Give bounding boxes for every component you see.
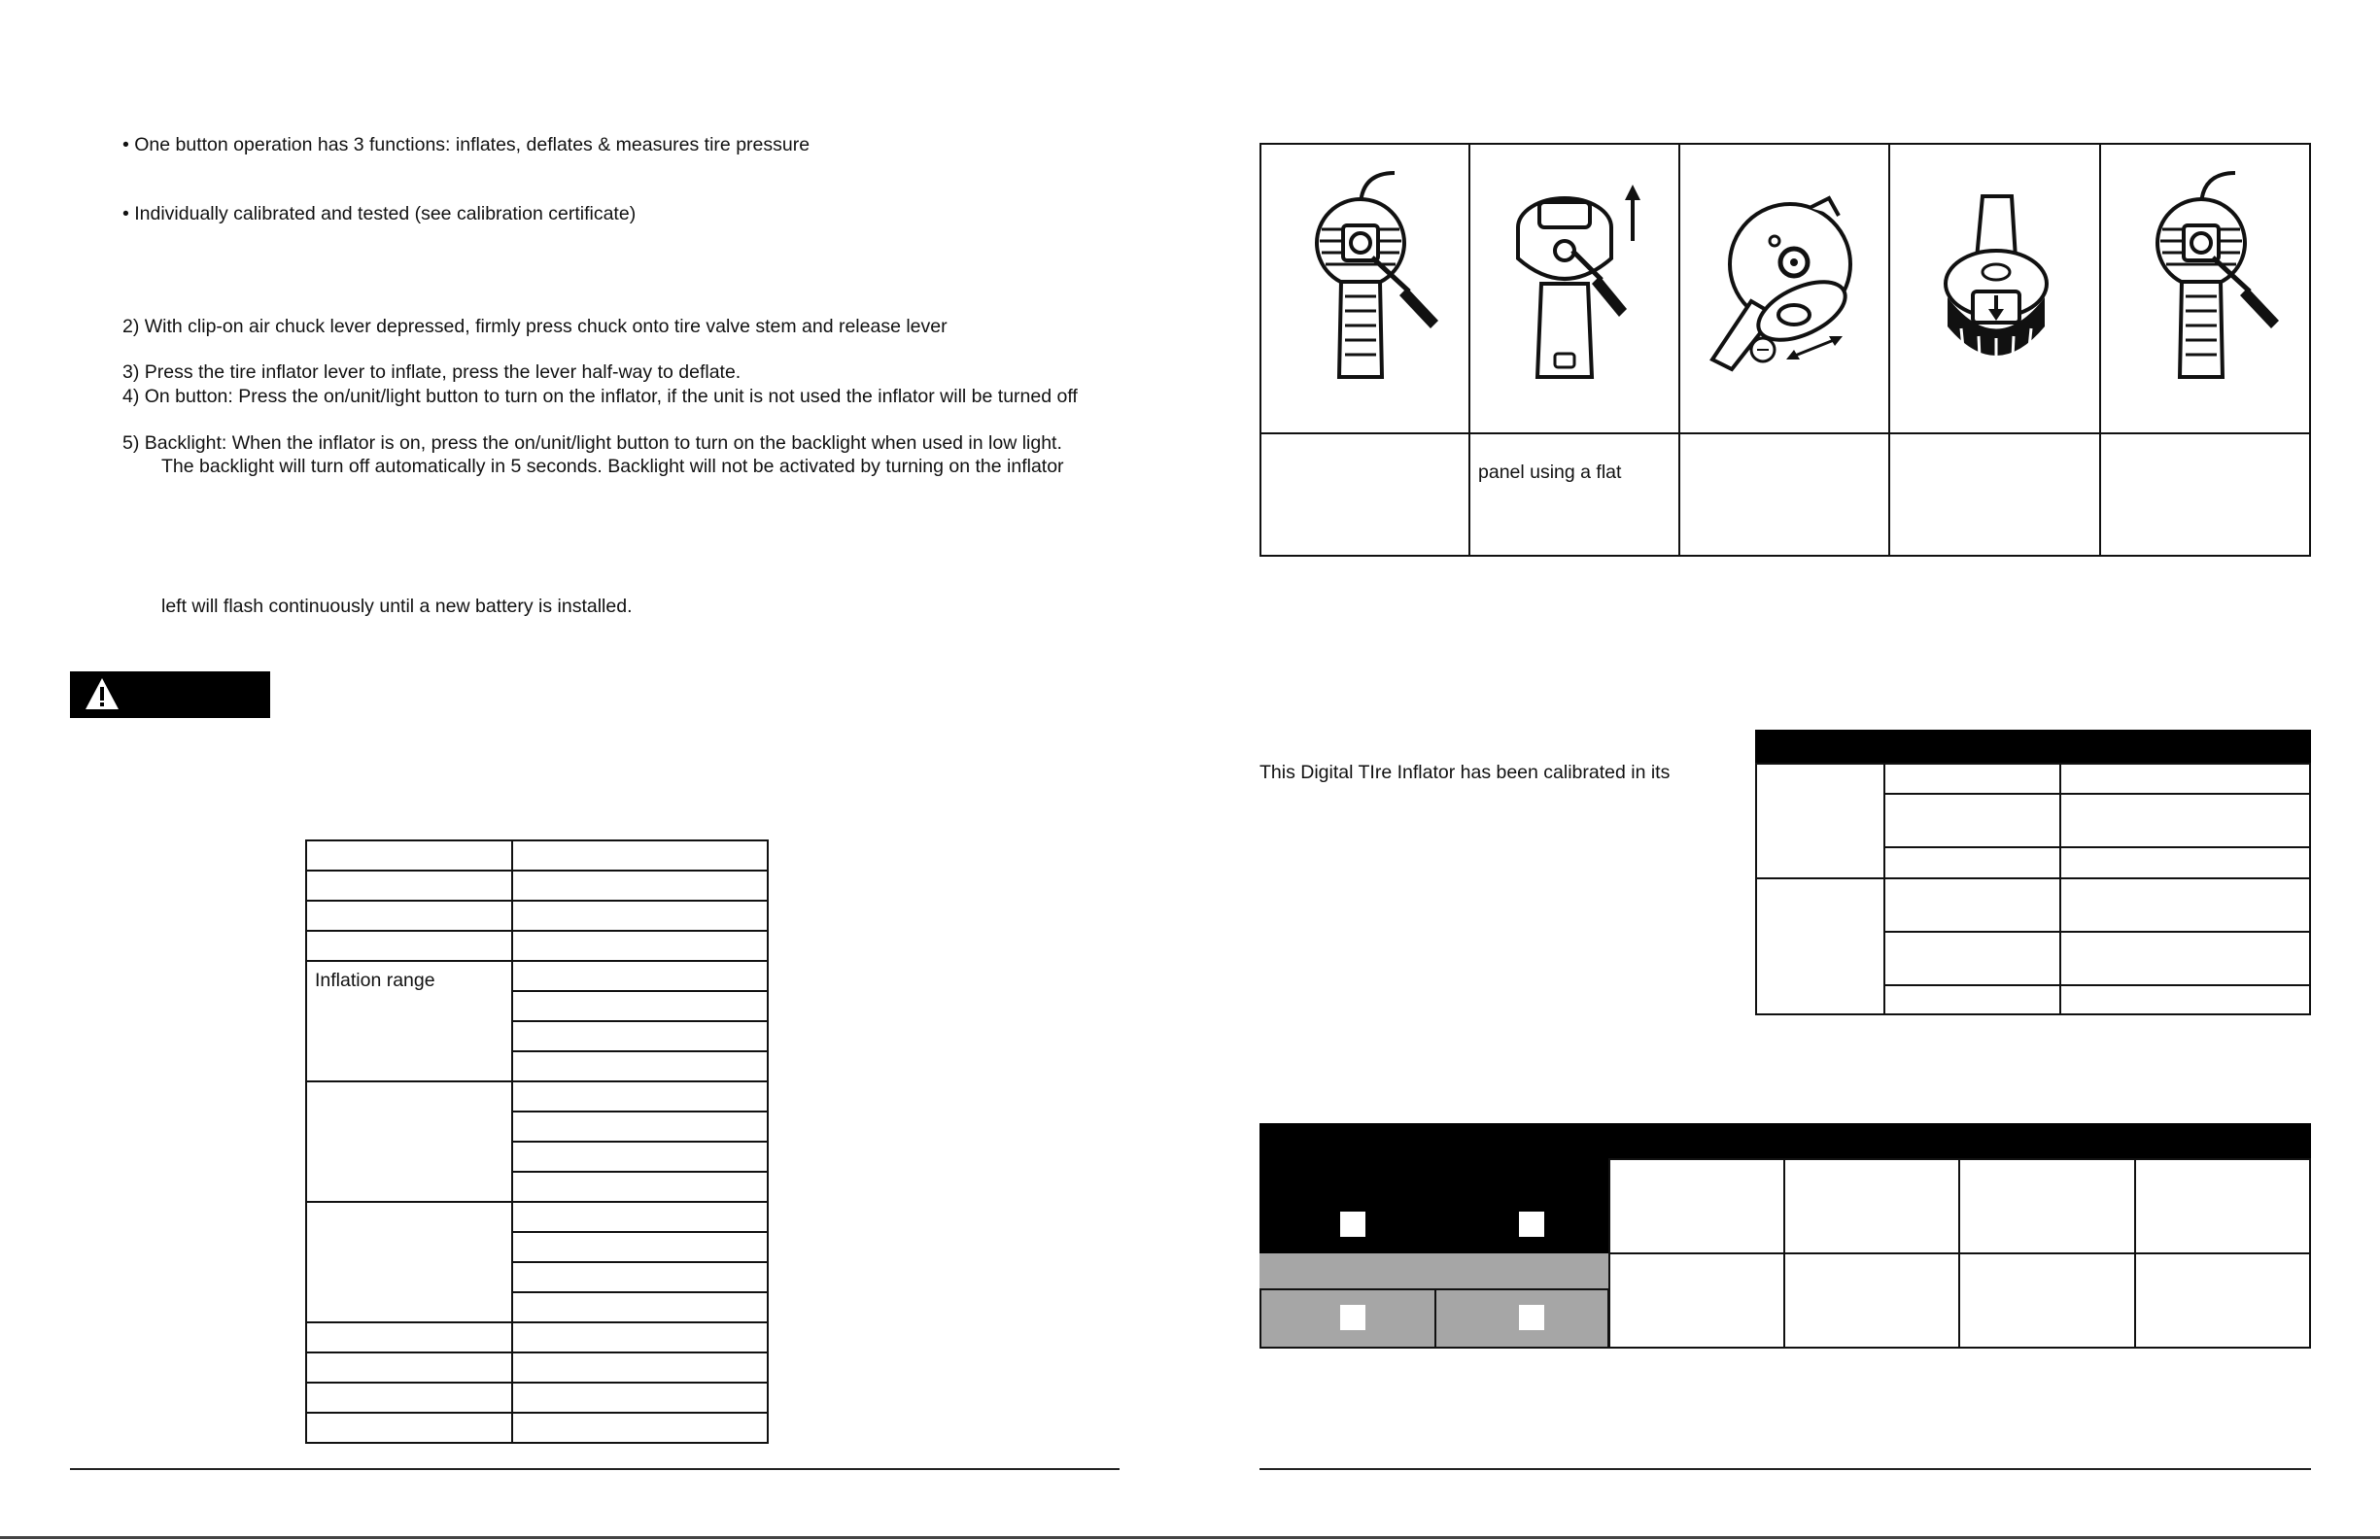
- inflation-range-label-cell: [306, 961, 512, 1081]
- instruction-step-5-continued: The backlight will turn off automatically in 5 seconds. Backlight will not be activated by turning on the inflator: [161, 456, 1064, 477]
- spec-cell: [306, 931, 512, 961]
- spec-cell: [512, 991, 768, 1021]
- spec-cell: [306, 1322, 512, 1352]
- calibration-table-header: [1755, 730, 2311, 765]
- left-footer-rule: [70, 1468, 1120, 1470]
- calibration-row-divider: [1883, 984, 2311, 986]
- calibration-group-divider: [1755, 877, 2311, 879]
- spec-cell: [306, 840, 512, 871]
- spec-cell: [306, 871, 512, 901]
- instruction-step-4: 4) On button: Press the on/unit/light button to turn on the inflator, if the unit is not used the inflator will be turned off: [122, 386, 1078, 407]
- inflator-front-screwdriver-illustration: [1302, 165, 1448, 389]
- page-bottom-edge: [0, 1536, 2380, 1539]
- spec-cell: [512, 1232, 768, 1262]
- spec-cell: [306, 1413, 512, 1443]
- calibration-statement: This Digital TIre Inflator has been calibrated in its: [1259, 762, 1671, 783]
- calibration-col-divider: [2059, 763, 2061, 1015]
- battery-compartment-illustration: [1693, 194, 1878, 379]
- calibration-row-divider: [1883, 793, 2311, 795]
- grid-divider: [1468, 143, 1470, 557]
- spec-cell: [512, 1383, 768, 1413]
- spec-cell: [512, 1081, 768, 1112]
- right-footer-rule: [1259, 1468, 2311, 1470]
- battery-low-note: left will flash continuously until a new battery is installed.: [161, 596, 633, 617]
- calibration-col-divider: [1883, 763, 1885, 1015]
- inflation-range-label: Inflation range: [315, 970, 435, 991]
- battery-step-2-caption: panel using a flat: [1478, 462, 1622, 483]
- spec-cell: [512, 1292, 768, 1322]
- spec-cell: [512, 1142, 768, 1172]
- inspection-col-divider: [1958, 1158, 1960, 1349]
- fail-checkbox-2[interactable]: [1519, 1305, 1544, 1330]
- specification-table: [305, 839, 769, 1444]
- spec-group-cell: [306, 1202, 512, 1322]
- grey-block-divider: [1434, 1288, 1436, 1349]
- spec-cell: [306, 1383, 512, 1413]
- grid-divider: [1888, 143, 1890, 557]
- spec-group-cell: [306, 1081, 512, 1202]
- warning-triangle-icon: [84, 676, 121, 711]
- spec-cell: [512, 871, 768, 901]
- inflator-bottom-down-arrow-illustration: [1938, 190, 2054, 385]
- spec-cell: [512, 961, 768, 991]
- spec-cell: [306, 1352, 512, 1383]
- instruction-step-3: 3) Press the tire inflator lever to inflate, press the lever half-way to deflate.: [122, 361, 742, 383]
- instruction-step-2: 2) With clip-on air chuck lever depressed, firmly press chuck onto tire valve stem and release lever: [122, 316, 948, 337]
- pass-checkbox-2[interactable]: [1519, 1212, 1544, 1237]
- spec-cell: [512, 1262, 768, 1292]
- spec-cell: [512, 901, 768, 931]
- spec-cell: [512, 1051, 768, 1081]
- calibration-row-divider: [1883, 931, 2311, 933]
- spec-cell: [512, 1112, 768, 1142]
- grid-divider: [2099, 143, 2101, 557]
- instruction-step-5: 5) Backlight: When the inflator is on, press the on/unit/light button to turn on the backlight when used in low light.: [122, 432, 1062, 454]
- calibration-row-divider: [1883, 846, 2311, 848]
- calibration-table-body: [1755, 763, 2311, 1015]
- inspection-col-divider: [2134, 1158, 2136, 1349]
- spec-cell: [512, 1021, 768, 1051]
- spec-cell: [512, 1202, 768, 1232]
- spec-cell: [512, 1413, 768, 1443]
- spec-cell: [306, 901, 512, 931]
- inspection-col-divider: [1783, 1158, 1785, 1349]
- spec-cell: [512, 840, 768, 871]
- spec-cell: [512, 1352, 768, 1383]
- spec-cell: [512, 1322, 768, 1352]
- grid-divider: [1678, 143, 1680, 557]
- grid-divider-horizontal: [1259, 432, 2311, 434]
- warning-banner: [70, 671, 270, 718]
- fail-checkbox-1[interactable]: [1340, 1305, 1365, 1330]
- pass-checkbox-1[interactable]: [1340, 1212, 1365, 1237]
- feature-bullet-2: • Individually calibrated and tested (see calibration certificate): [122, 203, 637, 224]
- inflator-back-arrow-illustration: [1504, 183, 1650, 387]
- inspection-grey-header: [1259, 1253, 1609, 1288]
- spec-cell: [512, 931, 768, 961]
- inspection-table-header: [1259, 1123, 2311, 1160]
- inflator-front-screwdriver-illustration-2: [2143, 165, 2289, 389]
- feature-bullet-1: • One button operation has 3 functions: inflates, deflates & measures tire pressure: [122, 134, 811, 155]
- inspection-pass-block: [1259, 1158, 1609, 1253]
- spec-cell: [512, 1172, 768, 1202]
